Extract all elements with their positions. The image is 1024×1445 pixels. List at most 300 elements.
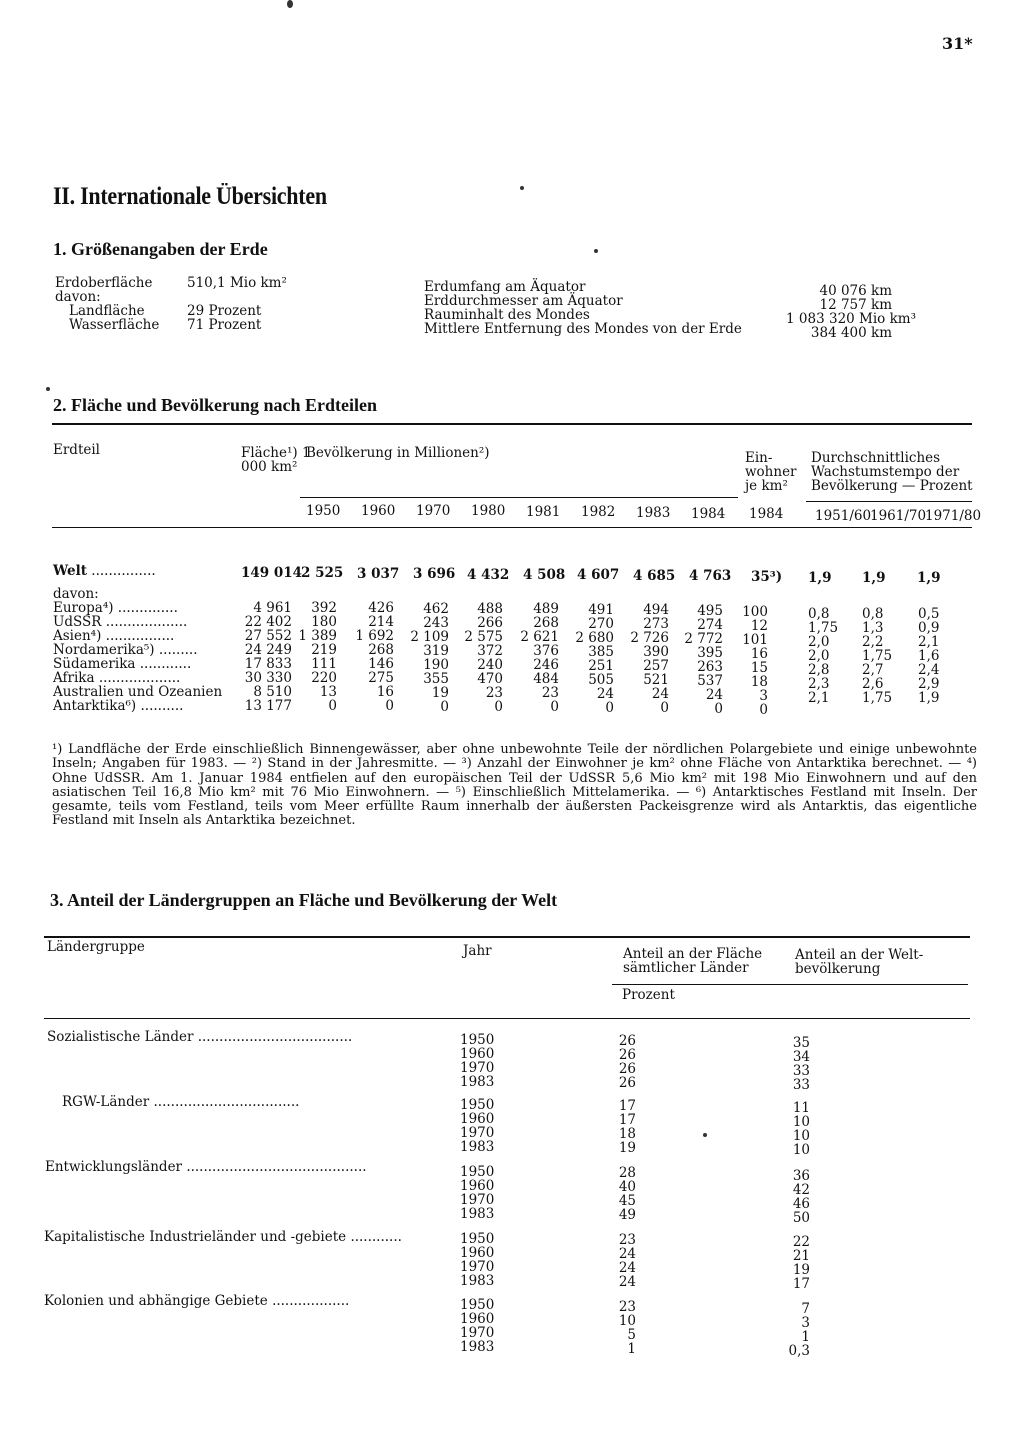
region-label: Nordamerika⁵) <box>53 642 155 658</box>
cell <box>918 705 939 719</box>
group-years <box>460 1165 494 1221</box>
cell: 2,8 <box>808 662 830 678</box>
cell: 23 <box>541 685 559 701</box>
cell: 1960 <box>460 1245 495 1261</box>
header-line: Anteil an der Fläche <box>623 946 763 962</box>
table-2-top-rule <box>52 423 972 425</box>
group-name: Entwicklungsländer <box>45 1159 183 1175</box>
cell: 111 <box>311 656 337 672</box>
s1-label: Mittlere Entfernung des Mondes von der Erde <box>424 321 742 337</box>
cell: 1,75 <box>862 648 893 664</box>
cell: 0 <box>440 699 449 715</box>
cell: 1960 <box>460 1046 495 1062</box>
region-label: Antarktika⁶) <box>53 698 137 714</box>
s1-value: 384 400 km <box>810 325 892 341</box>
cell: 268 <box>533 615 559 631</box>
cell: 263 <box>697 659 723 675</box>
welt-cell: 3 696 <box>413 566 456 582</box>
welt-cell: 35³) <box>751 569 783 585</box>
cell: 1950 <box>460 1032 495 1048</box>
year-header: 1980 <box>471 503 506 519</box>
col-1982 <box>575 603 614 715</box>
cell: 26 <box>618 1033 636 1049</box>
cell: 2,0 <box>808 634 830 650</box>
cell: 22 402 <box>244 614 292 630</box>
cell: 1960 <box>460 1178 495 1194</box>
cell: 26 <box>618 1075 636 1091</box>
welt-cell: 4 607 <box>577 567 620 583</box>
cell: 2,1 <box>808 690 830 706</box>
group-area <box>619 1166 636 1222</box>
s2-header-flaeche: Fläche¹) 1 000 km² <box>241 445 311 475</box>
cell: 1983 <box>460 1273 495 1289</box>
cell: 1983 <box>460 1206 495 1222</box>
welt-cell: 4 685 <box>633 568 676 584</box>
region-label: UdSSR <box>53 614 102 630</box>
cell: 1950 <box>460 1231 495 1247</box>
cell: 275 <box>368 670 394 686</box>
s1-right-labels <box>424 280 742 336</box>
cell: 180 <box>311 614 337 630</box>
cell: 470 <box>477 671 503 687</box>
cell: 2,6 <box>862 676 884 692</box>
cell: 0,3 <box>788 1343 810 1359</box>
s1-right-values <box>786 283 916 341</box>
region-name <box>53 685 222 699</box>
cell: 24 <box>651 686 669 702</box>
cell: 24 <box>596 686 614 702</box>
cell: 1970 <box>460 1192 495 1208</box>
cell: 17 <box>618 1112 636 1128</box>
cell: 33 <box>792 1063 810 1079</box>
s1-label: Rauminhalt des Mondes <box>424 307 590 323</box>
cell: 17 <box>618 1098 636 1114</box>
welt-cell: 3 037 <box>357 566 400 582</box>
cell: 2,0 <box>808 648 830 664</box>
cell: 1970 <box>460 1060 495 1076</box>
col-1983 <box>630 603 669 715</box>
cell: 0 <box>660 700 669 716</box>
cell <box>808 705 838 719</box>
cell: 219 <box>311 642 337 658</box>
region-name <box>53 699 222 713</box>
s1-label: Erddurchmesser am Äquator <box>424 293 623 309</box>
cell: 15 <box>750 660 768 676</box>
scan-speck <box>594 249 598 253</box>
cell: 35 <box>792 1035 810 1051</box>
scan-speck <box>703 1133 707 1137</box>
cell: 489 <box>533 601 559 617</box>
cell: 101 <box>742 632 768 648</box>
header-line: sämtlicher Länder <box>623 960 749 976</box>
cell: 2,9 <box>918 676 940 692</box>
s3-subheader-rule <box>612 984 968 985</box>
cell: 2,3 <box>808 676 830 692</box>
region-name <box>53 629 222 643</box>
cell: 18 <box>750 674 768 690</box>
welt-name: Welt <box>53 563 88 579</box>
cell: 246 <box>533 657 559 673</box>
cell: 19 <box>618 1140 636 1156</box>
leader-dots: .................................. <box>153 1094 300 1110</box>
s1-label: davon: <box>55 289 101 305</box>
cell: 26 <box>618 1047 636 1063</box>
cell: 2 621 <box>520 629 559 645</box>
main-heading: II. Internationale Übersichten <box>53 183 327 210</box>
cell: 5 <box>627 1327 636 1343</box>
group-area <box>619 1034 636 1090</box>
cell: 13 <box>319 684 337 700</box>
s2-footnote: ¹) Landfläche der Erde einschließlich Binnengewässer, aber ohne unbewohnte Teile der nördlichen Polargebiete und einige unbewohnte Inseln; Angaben für 1983. — ²) Stand in der Jahresmitte. — ³) Anzahl der Einwohner je km² ohne Fläche von Antarktika berechnet. — ⁴) Ohne UdSSR. Am 1. Januar 1984 entfielen auf den europäischen Teil der UdSSR 5,6 Mio km² mit 198 Mio Einwohnern und auf den asiatischen Teil 16,8 Mio km² mit 76 Mio Einwohnern. — ⁵) Einschließlich Mittelamerika. — ⁶) Antarktisches Festland mit Inseln. Der gesamte, teils vom Festland, teils vom Meer erfüllte Raum innerhalb der äußersten Packeisgrenze wird als Antarktis, das eigentliche Festland mit Inseln als Antarktika bezeichnet. <box>52 742 977 829</box>
leader-dots: .......... <box>140 698 184 714</box>
s3-header-area <box>623 947 762 975</box>
period-header: 1951/60 <box>815 508 872 524</box>
cell: 0 <box>605 700 614 716</box>
cell: 22 <box>792 1234 810 1250</box>
cell: 0,9 <box>918 620 940 636</box>
cell: 50 <box>792 1210 810 1226</box>
cell: 1983 <box>460 1339 495 1355</box>
cell: 491 <box>588 602 614 618</box>
s1-label: Wasserfläche <box>69 317 160 333</box>
cell: 19 <box>431 685 449 701</box>
cell: 3 <box>759 688 768 704</box>
cell: 17 833 <box>244 656 292 672</box>
region-name <box>53 671 222 685</box>
s1-value: 12 757 km <box>819 297 892 313</box>
region-label: Asien⁴) <box>53 628 102 644</box>
group-name: Kolonien und abhängige Gebiete <box>44 1293 268 1309</box>
cell: 270 <box>588 616 614 632</box>
scan-speck <box>46 387 50 391</box>
cell: 2 109 <box>410 629 449 645</box>
cell: 1,3 <box>862 620 884 636</box>
cell: 376 <box>533 643 559 659</box>
group-years <box>460 1232 494 1288</box>
cell: 2,1 <box>918 634 940 650</box>
group-area <box>619 1099 636 1155</box>
cell: 2 575 <box>464 629 503 645</box>
cell: 0 <box>385 698 394 714</box>
cell: 355 <box>423 671 449 687</box>
section-1-title: 1. Größenangaben der Erde <box>53 239 268 259</box>
cell: 390 <box>643 644 669 660</box>
section-2-title: 2. Fläche und Bevölkerung nach Erdteilen <box>53 395 378 415</box>
welt-cell: 1,9 <box>862 570 886 586</box>
cell: 1 389 <box>298 628 337 644</box>
group-pop <box>789 1302 810 1358</box>
cell: 2,4 <box>918 662 940 678</box>
col-1960 <box>355 601 394 713</box>
cell: 395 <box>697 645 723 661</box>
leader-dots: ................... <box>98 670 181 686</box>
cell: 24 <box>705 687 723 703</box>
cell: 274 <box>697 617 723 633</box>
col-1970 <box>410 602 449 714</box>
cell: 0 <box>714 701 723 717</box>
header-line: Bevölkerung — Prozent <box>811 478 973 494</box>
cell: 8 510 <box>253 684 292 700</box>
cell: 7 <box>801 1301 810 1317</box>
cell: 10 <box>792 1128 810 1144</box>
cell: 494 <box>643 602 669 618</box>
col-1980 <box>464 602 503 714</box>
s2-header-erdteil: Erdteil <box>53 442 100 458</box>
davon-label: davon: <box>53 586 99 602</box>
s1-value: 40 076 km <box>819 283 892 299</box>
table-3-top-rule <box>44 936 970 938</box>
cell: 16 <box>376 684 394 700</box>
cell: 2,7 <box>862 662 884 678</box>
group-label <box>62 1095 299 1109</box>
s1-value: 510,1 Mio km² <box>187 275 287 291</box>
cell: 426 <box>368 600 394 616</box>
cell: 484 <box>533 671 559 687</box>
header-line: Ein- <box>745 450 773 466</box>
cell: 251 <box>588 658 614 674</box>
group-label <box>45 1160 367 1174</box>
group-name: Kapitalistische Industrieländer und -gebiete <box>44 1229 347 1245</box>
welt-cell: 4 508 <box>523 567 566 583</box>
cell: 488 <box>477 601 503 617</box>
page-number: 31* <box>942 34 973 53</box>
cell: 266 <box>477 615 503 631</box>
cell: 1 <box>627 1341 636 1357</box>
group-name: Sozialistische Länder <box>47 1029 194 1045</box>
year-header: 1950 <box>306 503 341 519</box>
cell: 16 <box>750 646 768 662</box>
group-years <box>460 1298 494 1354</box>
s3-header-pop <box>795 948 923 976</box>
col-wachstum-1961-70 <box>862 607 892 719</box>
group-pop <box>793 1036 810 1092</box>
cell: 0,8 <box>808 606 830 622</box>
group-years <box>460 1033 494 1089</box>
region-label: Australien und Ozeanien <box>53 684 223 700</box>
cell: 1,75 <box>862 690 893 706</box>
s3-header-year: Jahr <box>463 943 492 959</box>
region-label: Afrika <box>53 670 95 686</box>
region-name <box>53 643 222 657</box>
s1-left-values <box>187 276 287 332</box>
col-1950 <box>298 601 337 713</box>
leader-dots: ............ <box>350 1229 402 1245</box>
cell: 10 <box>792 1142 810 1158</box>
cell: 1983 <box>460 1074 495 1090</box>
region-label: Südamerika <box>53 656 136 672</box>
cell: 243 <box>423 615 449 631</box>
leader-dots: ............ <box>139 656 192 672</box>
header-line: bevölkerung <box>795 961 881 977</box>
cell: 3 <box>801 1315 810 1331</box>
cell: 220 <box>311 670 337 686</box>
year-header: 1960 <box>361 503 396 519</box>
header-line: je km² <box>745 478 788 494</box>
cell: 1950 <box>460 1164 495 1180</box>
cell: 23 <box>618 1232 636 1248</box>
cell: 146 <box>368 656 394 672</box>
cell: 1983 <box>460 1139 495 1155</box>
s1-label: Erdoberfläche <box>55 275 153 291</box>
cell: 45 <box>618 1193 636 1209</box>
year-header: 1984 <box>691 506 726 522</box>
cell: 462 <box>423 601 449 617</box>
cell: 505 <box>588 672 614 688</box>
cell: 385 <box>588 644 614 660</box>
period-header: 1971/80 <box>925 508 982 524</box>
leader-dots: ............... <box>87 563 156 579</box>
group-years <box>460 1098 494 1154</box>
region-name <box>53 615 222 629</box>
cell: 1970 <box>460 1259 495 1275</box>
cell: 24 <box>618 1260 636 1276</box>
scan-speck <box>287 0 293 8</box>
year-header: 1982 <box>581 504 616 520</box>
welt-cell: 1,9 <box>917 570 941 586</box>
cell: 1 <box>801 1329 810 1345</box>
cell: 40 <box>618 1179 636 1195</box>
cell: 13 177 <box>244 698 292 714</box>
cell: 319 <box>423 643 449 659</box>
cell: 2 726 <box>630 630 669 646</box>
cell: 1,6 <box>918 648 940 664</box>
header-line: Anteil an der Welt- <box>795 947 924 963</box>
cell: 392 <box>311 600 337 616</box>
cell: 18 <box>618 1126 636 1142</box>
col-wachstum-1951-60 <box>808 607 838 719</box>
cell: 100 <box>742 604 768 620</box>
col-wachstum-1971-80 <box>918 607 939 719</box>
region-names <box>53 601 222 713</box>
region-name <box>53 601 222 615</box>
col-1981 <box>520 602 559 714</box>
cell: 28 <box>618 1165 636 1181</box>
cell: 10 <box>792 1114 810 1130</box>
year-header: 1970 <box>416 503 451 519</box>
cell: 19 <box>792 1262 810 1278</box>
s2-subheader-rule-right <box>806 501 972 502</box>
welt-cell: 149 014 <box>241 565 303 581</box>
cell: 1,75 <box>808 620 839 636</box>
cell: 24 <box>618 1274 636 1290</box>
cell: 30 330 <box>244 670 292 686</box>
s1-value: 29 Prozent <box>187 303 262 319</box>
cell: 0,8 <box>862 606 884 622</box>
cell: 495 <box>697 603 723 619</box>
col-1984 <box>684 604 723 716</box>
cell: 17 <box>792 1276 810 1292</box>
cell: 372 <box>477 643 503 659</box>
header-line: wohner <box>745 464 797 480</box>
leader-dots: ................ <box>105 628 175 644</box>
s1-value <box>187 290 287 304</box>
cell: 27 552 <box>244 628 292 644</box>
cell: 12 <box>750 618 768 634</box>
group-label <box>44 1294 349 1308</box>
cell: 1970 <box>460 1325 495 1341</box>
cell: 240 <box>477 657 503 673</box>
col-flaeche <box>245 601 292 713</box>
cell: 0 <box>759 702 768 718</box>
s3-header-group: Ländergruppe <box>47 939 145 955</box>
year-header: 1983 <box>636 505 671 521</box>
cell: 273 <box>643 616 669 632</box>
col-einwohner <box>742 605 768 717</box>
s2-header-bevoelkerung: Bevölkerung in Millionen²) <box>306 445 490 461</box>
period-header: 1961/70 <box>870 508 927 524</box>
cell: 49 <box>618 1207 636 1223</box>
cell: 10 <box>618 1313 636 1329</box>
region-label: Europa⁴) <box>53 600 114 616</box>
cell: 1,9 <box>918 690 940 706</box>
header-line: Wachstumstempo der <box>811 464 960 480</box>
cell: 0 <box>550 699 559 715</box>
cell: 214 <box>368 614 394 630</box>
leader-dots: .................. <box>272 1293 350 1309</box>
year-header: 1981 <box>526 504 561 520</box>
cell: 4 961 <box>253 600 292 616</box>
welt-cell: 4 763 <box>689 568 732 584</box>
cell: 26 <box>618 1061 636 1077</box>
welt-cell: 4 432 <box>467 567 510 583</box>
cell: 2,2 <box>862 634 884 650</box>
cell: 34 <box>792 1049 810 1065</box>
s1-left-labels <box>55 276 159 332</box>
cell: 33 <box>792 1077 810 1093</box>
scan-speck <box>520 186 524 190</box>
cell: 1970 <box>460 1125 495 1141</box>
leader-dots: .............. <box>117 600 178 616</box>
group-area <box>619 1300 636 1356</box>
cell: 23 <box>485 685 503 701</box>
s1-value: 71 Prozent <box>187 317 262 333</box>
cell: 1950 <box>460 1097 495 1113</box>
s1-label: Landfläche <box>69 303 145 319</box>
cell: 268 <box>368 642 394 658</box>
table-3-header-rule <box>44 1018 970 1019</box>
cell: 257 <box>643 658 669 674</box>
cell: 0 <box>328 698 337 714</box>
welt-cell: 2 525 <box>301 565 344 581</box>
welt-cell: 1,9 <box>808 570 832 586</box>
cell: 46 <box>792 1196 810 1212</box>
row-welt-label <box>53 564 156 578</box>
leader-dots: ......... <box>158 642 198 658</box>
cell <box>862 705 892 719</box>
cell: 1960 <box>460 1311 495 1327</box>
cell: 21 <box>792 1248 810 1264</box>
s1-value: 1 083 320 Mio km³ <box>786 311 916 327</box>
s2-header-wachstum <box>811 451 973 493</box>
group-label <box>44 1230 402 1244</box>
einw-year-header: 1984 <box>749 506 784 522</box>
group-name: RGW-Länder <box>62 1094 150 1110</box>
cell: 42 <box>792 1182 810 1198</box>
region-name <box>53 657 222 671</box>
group-pop <box>793 1235 810 1291</box>
cell: 2 680 <box>575 630 614 646</box>
leader-dots: .................................... <box>197 1029 353 1045</box>
table-2-header-rule <box>52 527 972 528</box>
cell: 36 <box>792 1168 810 1184</box>
s1-label: Erdumfang am Äquator <box>424 279 586 295</box>
cell: 2 772 <box>684 631 723 647</box>
cell: 0 <box>494 699 503 715</box>
cell: 0,5 <box>918 606 940 622</box>
group-pop <box>793 1101 810 1157</box>
section-3-title: 3. Anteil der Ländergruppen an Fläche und Bevölkerung der Welt <box>50 890 558 910</box>
cell: 23 <box>618 1299 636 1315</box>
